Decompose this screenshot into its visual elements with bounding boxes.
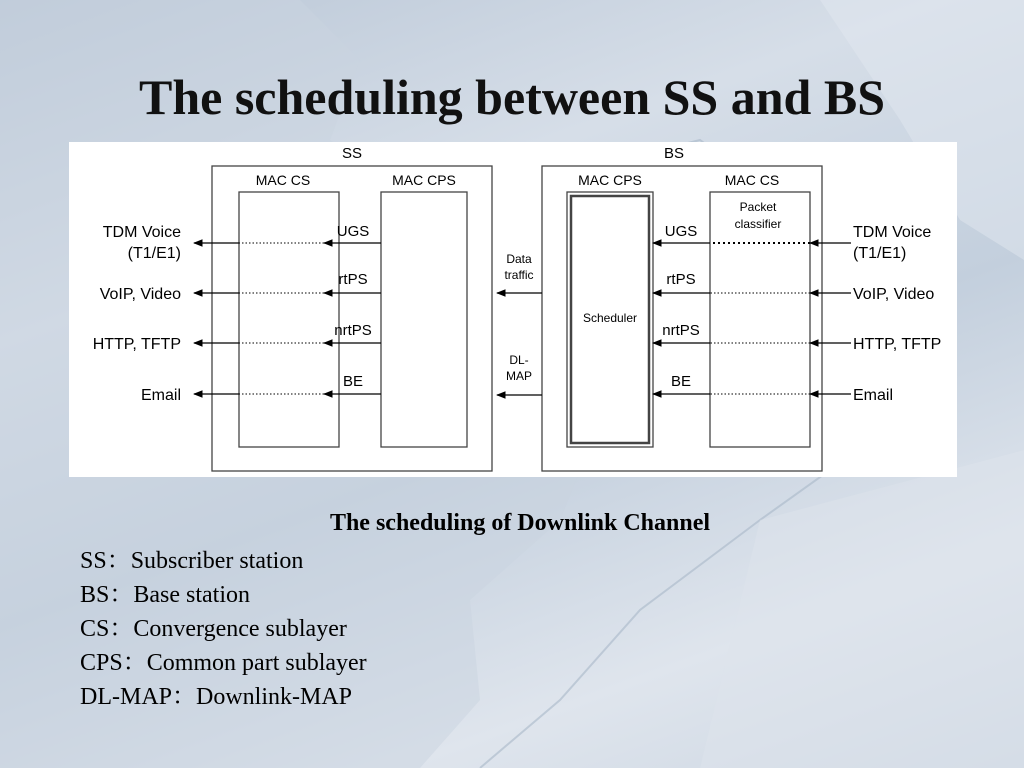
ss-rtps-row — [194, 271, 381, 293]
bs-label: BS — [663, 145, 685, 162]
ss-mac-cps-box — [381, 192, 467, 447]
ss-app-tdm: (T1/E1) — [127, 245, 181, 262]
ss-mac-cs-box — [239, 192, 339, 447]
packet-classifier-label: Packet — [739, 200, 777, 214]
ss-ugs-row — [194, 223, 381, 243]
bs-mac-cps-label: MAC CPS — [578, 172, 642, 188]
scheduler-label: Scheduler — [582, 311, 638, 325]
ss-mac-cs-label: MAC CS — [255, 172, 311, 188]
bs-nrtps-row — [653, 322, 851, 343]
bs-app-tdm: (T1/E1) — [853, 245, 907, 262]
ss-label: SS — [341, 145, 363, 162]
definition-dl-map: DL-MAP：Downlink-MAP — [80, 684, 353, 710]
bs-app-tdm: TDM Voice — [853, 224, 932, 241]
diagram-caption: The scheduling of Downlink Channel — [329, 510, 711, 536]
svg-text:UGS: UGS — [664, 223, 698, 240]
packet-classifier-label: classifier — [734, 217, 782, 231]
scheduling-diagram — [69, 142, 957, 477]
bs-app-email: Email — [853, 387, 894, 404]
ss-app-http: HTTP, TFTP — [92, 336, 181, 353]
bs-mac-cs-label: MAC CS — [724, 172, 780, 188]
bs-app-http: HTTP, TFTP — [853, 336, 942, 353]
bs-rtps-row — [653, 271, 851, 293]
dl-map-label: MAP — [505, 369, 533, 383]
ss-mac-cps-label: MAC CPS — [392, 172, 456, 188]
ss-app-tdm: TDM Voice — [102, 224, 181, 241]
slide-title: The scheduling between SS and BS — [138, 68, 886, 125]
svg-text:BE: BE — [670, 373, 692, 390]
data-traffic-label: traffic — [504, 268, 534, 282]
data-traffic-label: Data — [506, 252, 532, 266]
svg-text:nrtPS: nrtPS — [662, 322, 700, 339]
svg-text:BE: BE — [342, 373, 364, 390]
svg-text:rtPS: rtPS — [338, 271, 368, 288]
dl-map-label: DL- — [509, 353, 529, 367]
definition-cs: CS：Convergence sublayer — [80, 616, 347, 642]
svg-text:rtPS: rtPS — [666, 271, 696, 288]
bs-app-voip: VoIP, Video — [853, 286, 935, 303]
definition-cps: CPS：Common part sublayer — [80, 650, 367, 676]
definition-bs: BS：Base station — [80, 582, 251, 608]
ss-app-email: Email — [140, 387, 181, 404]
definitions-list — [80, 544, 367, 714]
bs-be-row — [653, 373, 851, 394]
ss-box — [212, 166, 492, 471]
svg-text:UGS: UGS — [336, 223, 370, 240]
svg-text:nrtPS: nrtPS — [334, 322, 372, 339]
ss-be-row — [194, 373, 381, 394]
ss-nrtps-row — [194, 322, 381, 343]
ss-app-voip: VoIP, Video — [99, 286, 181, 303]
definition-ss: SS：Subscriber station — [80, 548, 304, 574]
